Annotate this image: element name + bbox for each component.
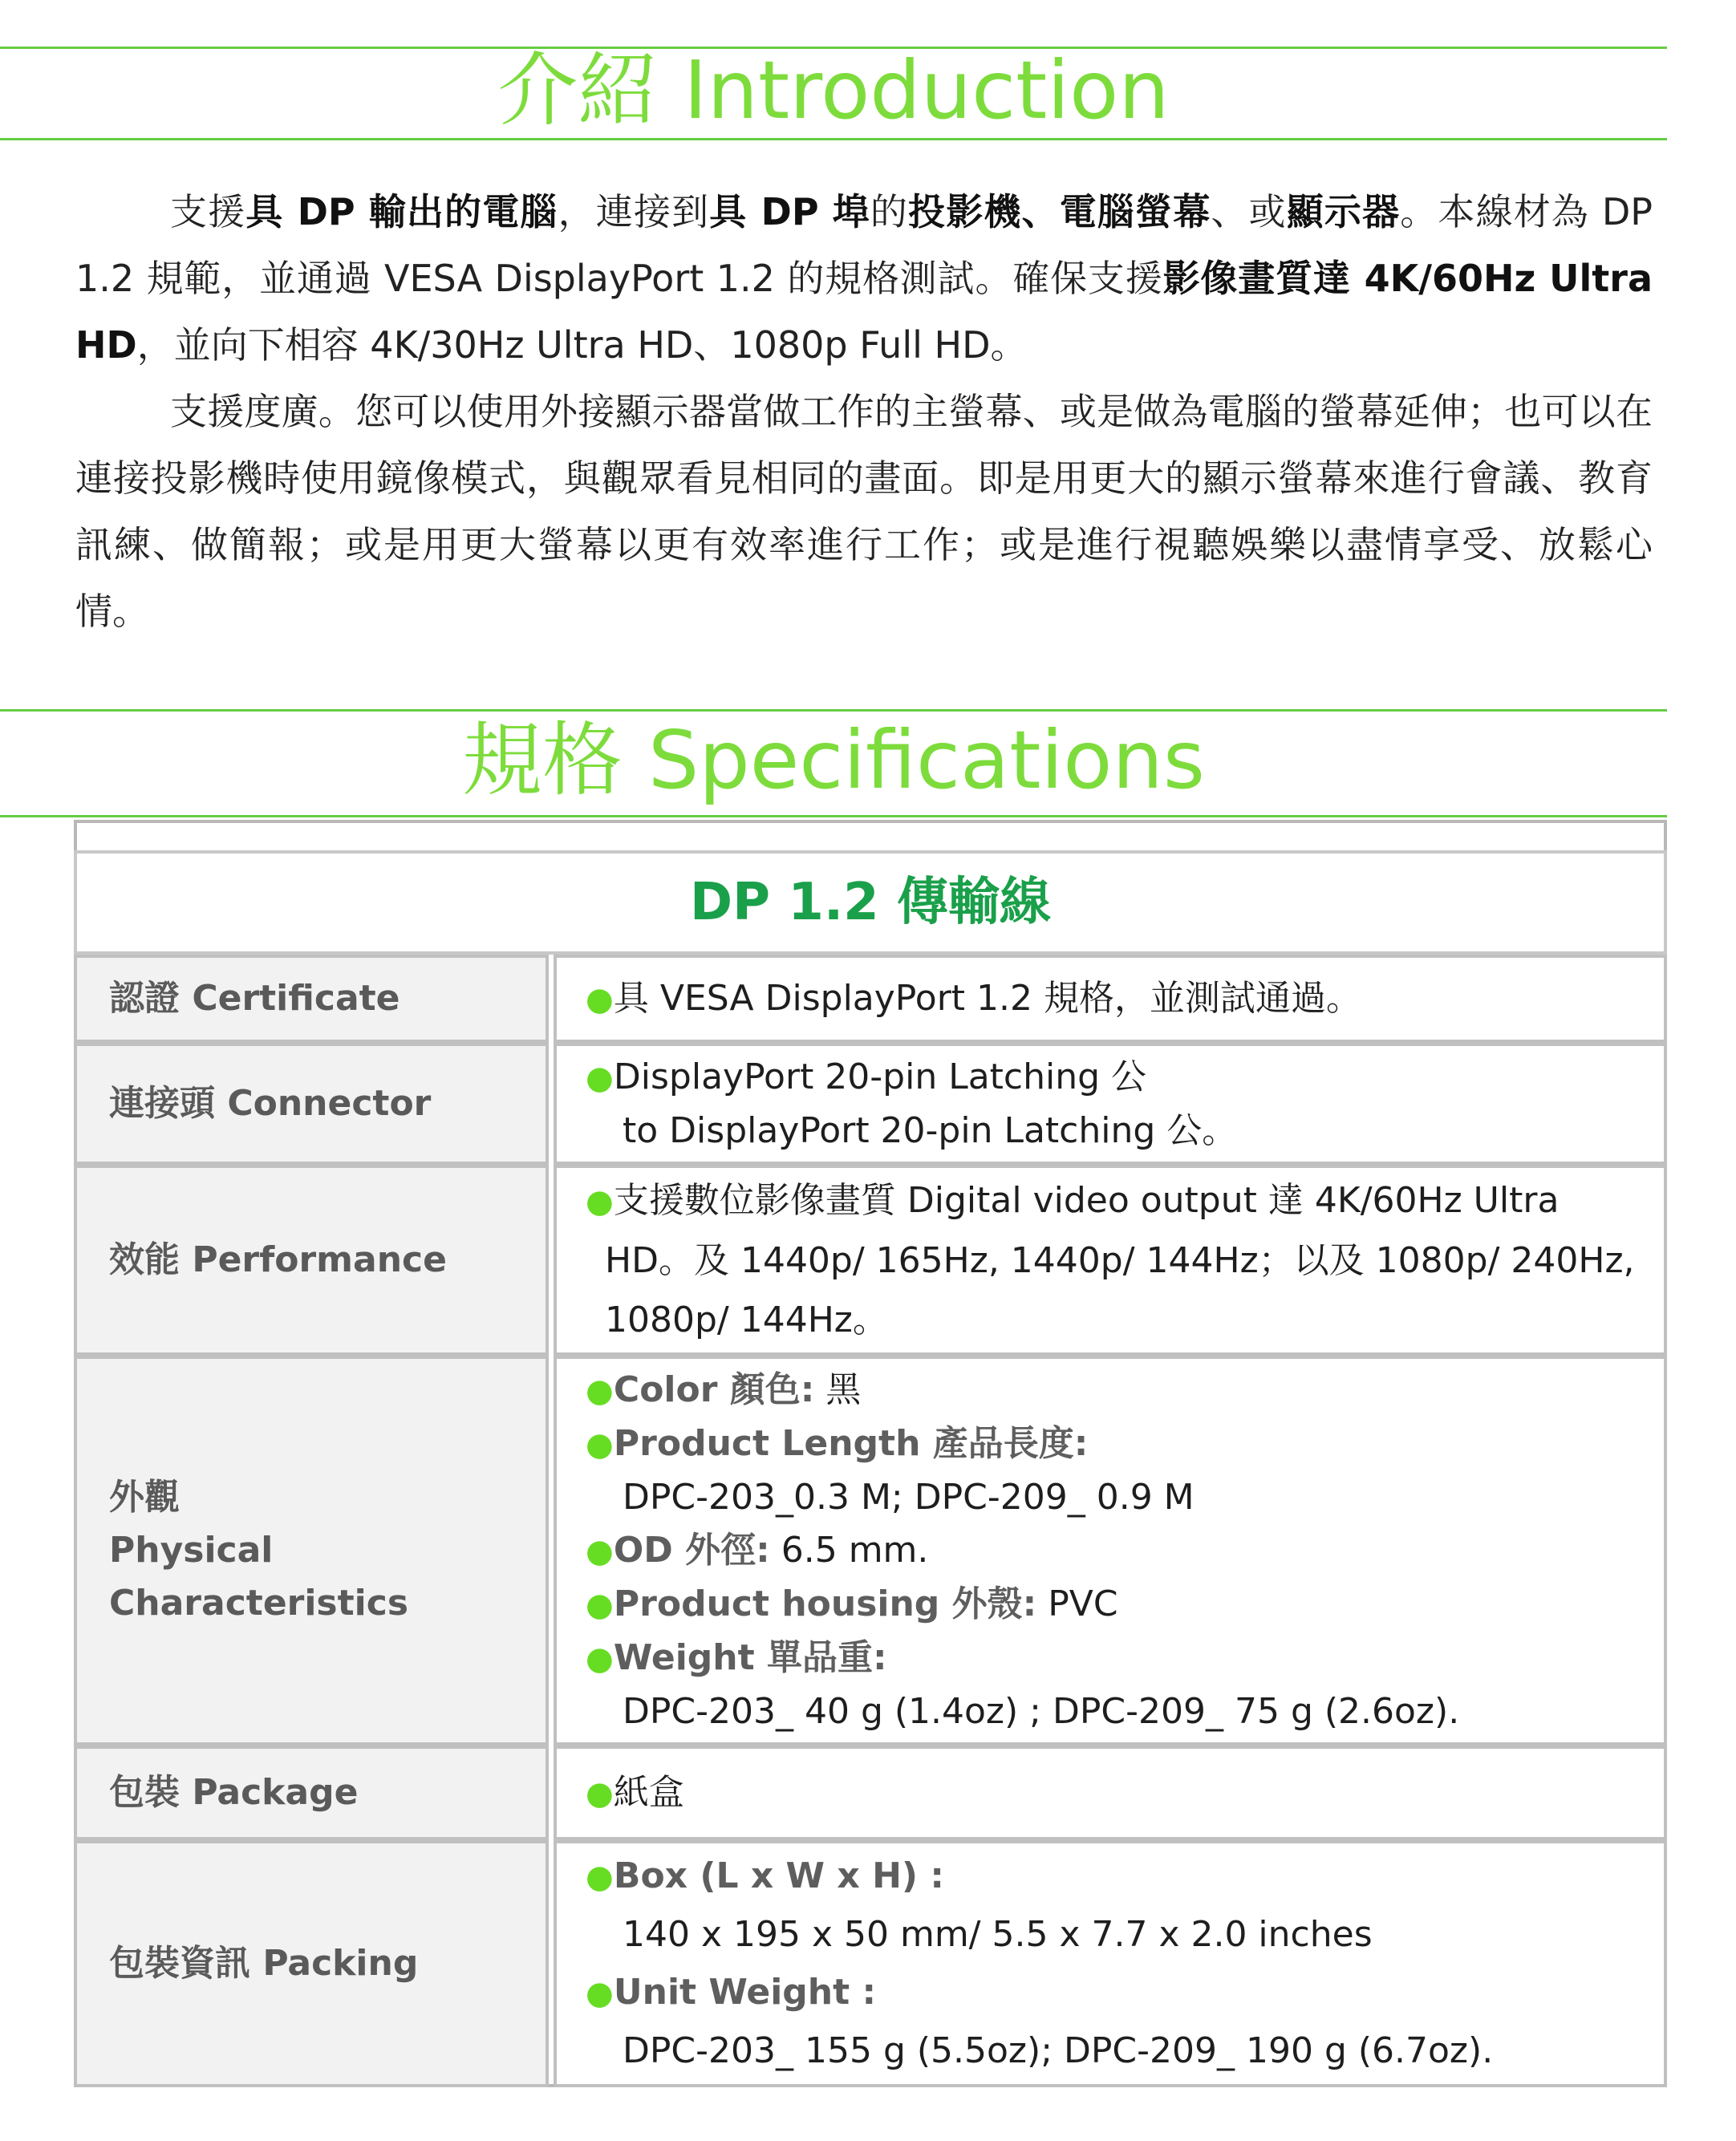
intro-run: 顯示器 <box>1286 190 1401 233</box>
spec-row-connector <box>74 1043 1667 1165</box>
bullet-icon: ● <box>586 1774 614 1812</box>
specs-top-rule <box>0 709 1667 712</box>
intro-paragraph-2: 支援度廣。您可以使用外接顯示器當做工作的主螢幕、或是做為電腦的螢幕延伸；也可以在連接投影機時使用鏡像模式，與觀眾看見相同的畫面。即是用更大的顯示螢幕來進行會議、教育訊練、做簡報；或是用更大螢幕以更有效率進行工作；或是進行視聽娛樂以盡情享受、放鬆心情。 <box>75 390 1653 633</box>
intro-run: ，連接到 <box>558 190 710 233</box>
intro-run: 的 <box>870 190 909 233</box>
spec-row-packing <box>74 1840 1667 2087</box>
connector-label: 連接頭 Connector <box>74 1043 549 1165</box>
specs-heading: 規格 Specifications <box>462 713 1205 807</box>
connector-value: ●DisplayPort 20-pin Latching 公 to DisplayPort 20-pin Latching 公。 <box>554 1043 1667 1165</box>
spec-row-certificate <box>74 955 1667 1043</box>
intro-heading: 介紹 Introduction <box>497 43 1170 137</box>
spec-row-physical <box>74 1356 1667 1746</box>
bullet-icon: ● <box>586 1425 614 1463</box>
bullet-icon: ● <box>586 1059 614 1097</box>
bullet-icon: ● <box>586 1372 614 1409</box>
package-label: 包裝 Package <box>74 1746 549 1840</box>
specs-bottom-rule <box>0 815 1667 817</box>
intro-run: ，並向下相容 4K/30Hz Ultra HD、1080p Full HD。 <box>136 323 1028 367</box>
certificate-value: ●具 VESA DisplayPort 1.2 規格，並測試通過。 <box>554 955 1667 1043</box>
physical-value: ●Color 顏色: 黑 ●Product Length 產品長度: DPC-203_0.3 M; DPC-209_ 0.9 M ●OD 外徑: 6.5 mm. ●Product housing 外殼: PVC ●Weight 單品重: DPC-203_ 40 g (1.4oz) ; DPC-209_ 75 g (2.6oz). <box>554 1356 1667 1746</box>
intro-run: 具 DP 輸出的電腦 <box>245 190 558 233</box>
performance-value: ●支援數位影像畫質 Digital video output 達 4K/60Hz Ultra HD。及 1440p/ 165Hz, 1440p/ 144Hz；以及 1080p/ 240Hz, 1080p/ 144Hz。 <box>554 1165 1667 1356</box>
bullet-icon: ● <box>586 1182 614 1220</box>
bullet-icon: ● <box>586 1532 614 1570</box>
physical-label: 外觀 Physical Characteristics <box>74 1356 549 1746</box>
bullet-icon: ● <box>586 1640 614 1677</box>
intro-run: 支援 <box>170 190 246 233</box>
intro-paragraph-1 <box>75 179 1653 379</box>
packing-label: 包裝資訊 Packing <box>74 1840 549 2087</box>
bullet-icon: ● <box>586 1586 614 1624</box>
package-value: ●紙盒 <box>554 1746 1667 1840</box>
bullet-icon: ● <box>586 1859 614 1896</box>
spec-row-package <box>74 1746 1667 1840</box>
bullet-icon: ● <box>586 980 614 1018</box>
intro-run: 投影機、電腦螢幕 <box>908 190 1211 233</box>
certificate-label: 認證 Certificate <box>74 955 549 1043</box>
intro-bottom-rule <box>0 138 1667 140</box>
intro-run: 、或 <box>1211 190 1287 233</box>
bullet-icon: ● <box>586 1975 614 2012</box>
spec-row-performance <box>74 1165 1667 1356</box>
intro-body <box>75 179 1653 645</box>
intro-run: 。本線材為 DP 1.2 規範，並通過 VESA DisplayPort 1.2 的規格測試。確保支援 <box>75 190 1653 300</box>
intro-run: 具 DP 埠 <box>709 190 870 233</box>
performance-label: 效能 Performance <box>74 1165 549 1356</box>
spec-table-title: DP 1.2 傳輸線 <box>74 850 1667 955</box>
intro-run: 影像畫質達 4K/60Hz Ultra HD <box>75 257 1653 367</box>
packing-value: ●Box (L x W x H) : 140 x 195 x 50 mm/ 5.5 x 7.7 x 2.0 inches ●Unit Weight : DPC-203_ 155 g (5.5oz); DPC-209_ 190 g (6.7oz). <box>554 1840 1667 2087</box>
